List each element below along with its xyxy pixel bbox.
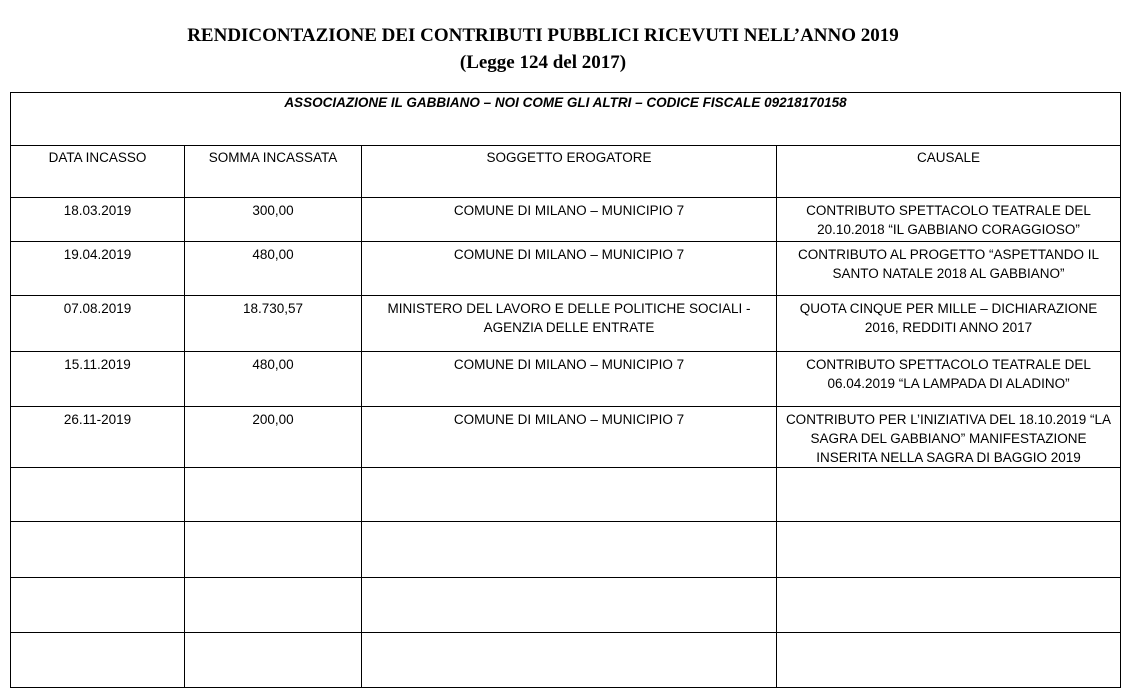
empty-row xyxy=(11,468,1121,522)
empty-cell xyxy=(777,468,1121,522)
empty-cell xyxy=(362,633,777,688)
empty-cell xyxy=(362,522,777,578)
column-header-reason: CAUSALE xyxy=(777,146,1121,198)
cell-date: 19.04.2019 xyxy=(11,242,185,296)
cell-amount: 200,00 xyxy=(185,407,362,468)
cell-date: 15.11.2019 xyxy=(11,352,185,407)
cell-amount: 300,00 xyxy=(185,198,362,242)
cell-provider: COMUNE DI MILANO – MUNICIPIO 7 xyxy=(362,198,777,242)
empty-cell xyxy=(185,633,362,688)
table-row xyxy=(11,352,1121,407)
cell-date: 18.03.2019 xyxy=(11,198,185,242)
org-header-row xyxy=(11,93,1121,146)
document-title: RENDICONTAZIONE DEI CONTRIBUTI PUBBLICI RICEVUTI NELL’ANNO 2019 xyxy=(187,25,899,46)
empty-cell xyxy=(777,633,1121,688)
document-subtitle: (Legge 124 del 2017) xyxy=(459,52,627,73)
table-row xyxy=(11,407,1121,468)
cell-date: 07.08.2019 xyxy=(11,296,185,352)
empty-cell xyxy=(11,468,185,522)
cell-provider: COMUNE DI MILANO – MUNICIPIO 7 xyxy=(362,352,777,407)
empty-cell xyxy=(11,633,185,688)
empty-cell xyxy=(362,578,777,633)
empty-cell xyxy=(185,578,362,633)
empty-cell xyxy=(777,578,1121,633)
empty-cell xyxy=(185,522,362,578)
table-row xyxy=(11,296,1121,352)
empty-cell xyxy=(11,578,185,633)
cell-date: 26.11-2019 xyxy=(11,407,185,468)
table-row xyxy=(11,198,1121,242)
cell-reason: CONTRIBUTO PER L’INIZIATIVA DEL 18.10.2019 “LA SAGRA DEL GABBIANO” MANIFESTAZIONE INSERITA NELLA SAGRA DI BAGGIO 2019 xyxy=(777,407,1121,468)
column-header-provider: SOGGETTO EROGATORE xyxy=(362,146,777,198)
column-header-row xyxy=(11,146,1121,198)
column-header-date: DATA INCASSO xyxy=(11,146,185,198)
empty-row xyxy=(11,578,1121,633)
empty-row xyxy=(11,633,1121,688)
empty-cell xyxy=(777,522,1121,578)
cell-reason: QUOTA CINQUE PER MILLE – DICHIARAZIONE 2016, REDDITI ANNO 2017 xyxy=(777,296,1121,352)
cell-provider: COMUNE DI MILANO – MUNICIPIO 7 xyxy=(362,407,777,468)
empty-cell xyxy=(185,468,362,522)
table-row xyxy=(11,242,1121,296)
empty-row xyxy=(11,522,1121,578)
cell-amount: 480,00 xyxy=(185,352,362,407)
cell-reason: CONTRIBUTO SPETTACOLO TEATRALE DEL 06.04.2019 “LA LAMPADA DI ALADINO” xyxy=(777,352,1121,407)
column-header-amount: SOMMA INCASSATA xyxy=(185,146,362,198)
contributions-table xyxy=(10,92,1121,688)
cell-amount: 480,00 xyxy=(185,242,362,296)
empty-cell xyxy=(362,468,777,522)
org-header: ASSOCIAZIONE IL GABBIANO – NOI COME GLI ALTRI – CODICE FISCALE 09218170158 xyxy=(11,93,1121,146)
empty-cell xyxy=(11,522,185,578)
cell-provider: COMUNE DI MILANO – MUNICIPIO 7 xyxy=(362,242,777,296)
cell-reason: CONTRIBUTO SPETTACOLO TEATRALE DEL 20.10.2018 “IL GABBIANO CORAGGIOSO” xyxy=(777,198,1121,242)
cell-provider: MINISTERO DEL LAVORO E DELLE POLITICHE SOCIALI - AGENZIA DELLE ENTRATE xyxy=(362,296,777,352)
cell-amount: 18.730,57 xyxy=(185,296,362,352)
cell-reason: CONTRIBUTO AL PROGETTO “ASPETTANDO IL SANTO NATALE 2018 AL GABBIANO” xyxy=(777,242,1121,296)
